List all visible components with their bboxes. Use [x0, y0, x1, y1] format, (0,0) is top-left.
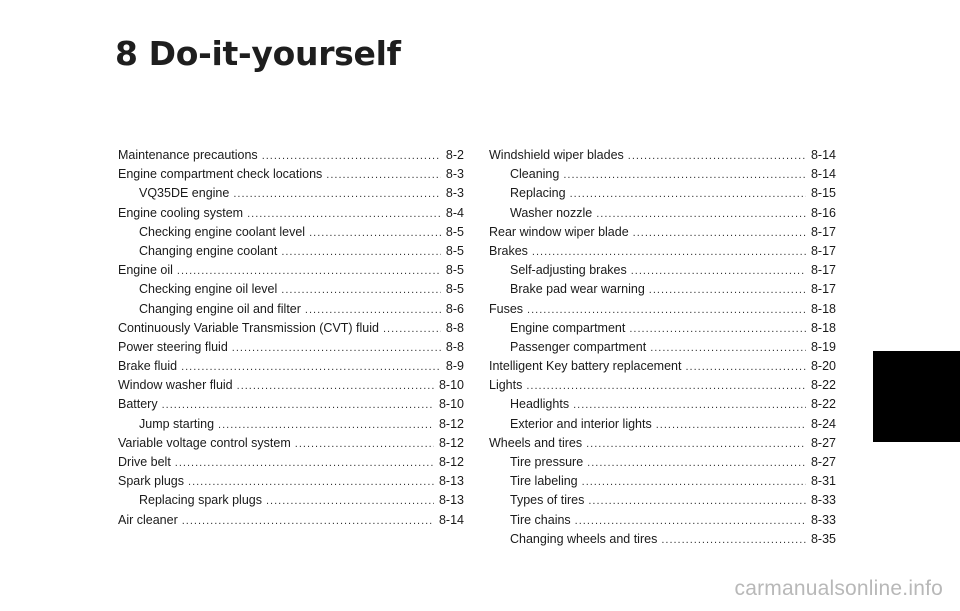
toc-entry[interactable]	[118, 165, 464, 184]
toc-entry-page: 8-16	[810, 205, 836, 220]
toc-entry[interactable]	[118, 472, 464, 491]
toc-entry-page: 8-5	[445, 243, 464, 258]
toc-entry-title: Maintenance precautions	[118, 148, 258, 162]
toc-entry-title: Wheels and tires	[489, 435, 583, 450]
chapter-title-text: Do-it-yourself	[148, 34, 401, 73]
toc-entry-page: 8-5	[445, 224, 464, 239]
toc-dot-leader	[218, 416, 434, 435]
toc-dot-leader	[181, 358, 441, 377]
toc-entry-title: Passenger compartment	[510, 339, 647, 354]
toc-entry-page: 8-8	[445, 320, 464, 335]
toc-entry-page: 8-27	[810, 435, 836, 450]
toc-entry[interactable]	[489, 165, 836, 184]
toc-entry[interactable]	[118, 223, 464, 242]
toc-dot-leader	[237, 377, 434, 396]
toc-dot-leader	[295, 435, 434, 454]
toc-entry[interactable]	[118, 261, 464, 280]
toc-entry-page: 8-8	[445, 339, 464, 354]
toc-entry-title: Jump starting	[139, 416, 215, 431]
toc-entry-title: Headlights	[510, 397, 570, 412]
toc-entry[interactable]	[489, 530, 836, 549]
toc-entry[interactable]	[489, 223, 836, 242]
toc-dot-leader	[582, 473, 806, 492]
toc-entry[interactable]	[489, 146, 836, 165]
toc-entry[interactable]	[118, 338, 464, 357]
toc-entry-page: 8-10	[438, 397, 464, 412]
toc-entry-title: Engine oil	[118, 263, 173, 278]
toc-entry-title: Changing engine oil and filter	[139, 301, 301, 316]
toc-entry[interactable]	[118, 357, 464, 376]
toc-entry-title: Engine compartment	[510, 320, 626, 335]
toc-entry-page: 8-12	[438, 455, 464, 469]
toc-entry-page: 8-22	[810, 397, 836, 412]
toc-entry[interactable]	[118, 300, 464, 319]
toc-dot-leader	[281, 281, 441, 300]
toc-dot-leader	[631, 262, 806, 281]
toc-entry-title: Air cleaner	[118, 512, 178, 527]
toc-dot-leader	[587, 454, 806, 473]
chapter-tab	[873, 351, 960, 442]
watermark: carmanualsonline.info	[734, 577, 943, 600]
toc-entry[interactable]	[118, 511, 464, 530]
toc-entry-title: Engine compartment check locations	[118, 167, 323, 182]
toc-entry-page: 8-14	[438, 512, 464, 527]
toc-entry[interactable]	[489, 453, 836, 472]
toc-entry-title: Windshield wiper blades	[489, 148, 624, 162]
toc-entry-title: Brake pad wear warning	[510, 282, 645, 297]
toc-entry-title: Cleaning	[510, 167, 560, 182]
toc-entry-title: Drive belt	[118, 455, 171, 469]
toc-entry[interactable]	[489, 434, 836, 453]
toc-entry[interactable]	[118, 376, 464, 395]
toc-dot-leader	[532, 243, 806, 262]
toc-entry[interactable]	[489, 261, 836, 280]
chapter-number: 8	[115, 34, 138, 73]
toc-entry-page: 8-3	[445, 167, 464, 182]
toc-entry-title: Changing engine coolant	[139, 243, 278, 258]
toc-dot-leader	[233, 185, 441, 204]
toc-entry-title: Exterior and interior lights	[510, 416, 652, 431]
toc-entry[interactable]	[489, 319, 836, 338]
toc-entry[interactable]	[489, 204, 836, 223]
toc-dot-leader	[247, 205, 441, 224]
toc-entry[interactable]	[489, 472, 836, 491]
toc-entry[interactable]	[118, 491, 464, 510]
toc-entry-page: 8-31	[810, 474, 836, 489]
toc-dot-leader	[305, 301, 441, 320]
toc-entry-page: 8-18	[810, 320, 836, 335]
toc-dot-leader	[586, 435, 806, 454]
toc-dot-leader	[685, 358, 806, 377]
toc-entry-page: 8-12	[438, 416, 464, 431]
toc-entry[interactable]	[118, 395, 464, 414]
toc-dot-leader	[232, 339, 441, 358]
toc-dot-leader	[575, 512, 806, 531]
toc-entry-title: Window washer fluid	[118, 378, 233, 393]
toc-entry-page: 8-3	[445, 186, 464, 201]
toc-entry-page: 8-10	[438, 378, 464, 393]
toc-dot-leader	[563, 166, 806, 185]
toc-entry[interactable]	[489, 184, 836, 203]
toc-entry-page: 8-17	[810, 263, 836, 278]
toc-entry-page: 8-4	[445, 205, 464, 220]
toc-dot-leader	[188, 473, 434, 492]
toc-dot-leader	[649, 281, 806, 300]
toc-entry-title: Lights	[489, 378, 523, 393]
toc-entry-page: 8-13	[438, 474, 464, 489]
toc-entry-page: 8-14	[810, 167, 836, 182]
toc-dot-leader	[262, 147, 441, 166]
toc-entry-title: Variable voltage control system	[118, 435, 291, 450]
toc-dot-leader	[661, 531, 806, 550]
toc-dot-leader	[573, 396, 806, 415]
toc-entry-title: Replacing	[510, 186, 566, 201]
toc-entry[interactable]	[118, 319, 464, 338]
toc-entry-page: 8-2	[445, 148, 464, 162]
toc-dot-leader	[383, 320, 441, 339]
toc-right-column	[489, 146, 836, 549]
toc-dot-leader	[175, 454, 434, 473]
toc-entry-title: Tire pressure	[510, 455, 584, 469]
toc-entry-page: 8-27	[810, 455, 836, 469]
toc-entry[interactable]	[118, 146, 464, 165]
toc-entry-page: 8-17	[810, 282, 836, 297]
toc-entry-page: 8-24	[810, 416, 836, 431]
toc-entry-page: 8-22	[810, 378, 836, 393]
toc-entry[interactable]	[118, 242, 464, 261]
toc-entry-page: 8-6	[445, 301, 464, 316]
toc-entry-title: Rear window wiper blade	[489, 224, 629, 239]
toc-entry-page: 8-20	[810, 359, 836, 374]
toc-entry-title: Washer nozzle	[510, 205, 593, 220]
toc-dot-leader	[526, 377, 806, 396]
toc-entry-title: Continuously Variable Transmission (CVT) fluid	[118, 320, 379, 335]
toc-dot-leader	[633, 224, 806, 243]
toc-entry-title: Checking engine oil level	[139, 282, 278, 297]
toc-entry[interactable]	[118, 204, 464, 223]
toc-dot-leader	[162, 396, 434, 415]
toc-entry-title: Spark plugs	[118, 474, 185, 489]
toc-entry[interactable]	[489, 357, 836, 376]
toc-entry[interactable]	[118, 184, 464, 203]
chapter-title	[115, 34, 401, 73]
toc-dot-leader	[527, 301, 806, 320]
toc-entry-page: 8-5	[445, 282, 464, 297]
toc-dot-leader	[650, 339, 806, 358]
toc-entry-page: 8-17	[810, 224, 836, 239]
toc-entry-page: 8-35	[810, 531, 836, 546]
toc-entry-page: 8-18	[810, 301, 836, 316]
toc-entry-page: 8-5	[445, 263, 464, 278]
toc-dot-leader	[629, 320, 806, 339]
toc-entry[interactable]	[489, 338, 836, 357]
toc-left-column	[118, 146, 464, 530]
toc-dot-leader	[656, 416, 806, 435]
toc-entry-title: Tire labeling	[510, 474, 578, 489]
toc-entry-page: 8-33	[810, 493, 836, 508]
toc-entry-title: Tire chains	[510, 512, 571, 527]
toc-entry-page: 8-13	[438, 493, 464, 508]
toc-entry[interactable]	[489, 491, 836, 510]
toc-dot-leader	[628, 147, 806, 166]
toc-entry-page: 8-17	[810, 243, 836, 258]
toc-dot-leader	[182, 512, 434, 531]
toc-entry[interactable]	[489, 242, 836, 261]
toc-entry-page: 8-33	[810, 512, 836, 527]
toc-entry-title: Intelligent Key battery replacement	[489, 359, 682, 374]
toc-dot-leader	[266, 492, 434, 511]
toc-entry-title: Brake fluid	[118, 359, 178, 374]
toc-entry[interactable]	[489, 415, 836, 434]
toc-dot-leader	[596, 205, 806, 224]
toc-entry-title: Changing wheels and tires	[510, 531, 658, 546]
toc-dot-leader	[177, 262, 441, 281]
toc-dot-leader	[570, 185, 806, 204]
toc-dot-leader	[281, 243, 441, 262]
toc-entry-page: 8-9	[445, 359, 464, 374]
toc-entry[interactable]	[489, 395, 836, 414]
toc-entry-page: 8-15	[810, 186, 836, 201]
toc-dot-leader	[326, 166, 441, 185]
toc-entry[interactable]	[118, 415, 464, 434]
toc-entry-title: Checking engine coolant level	[139, 224, 306, 239]
toc-entry-title: Power steering fluid	[118, 339, 228, 354]
toc-entry[interactable]	[489, 511, 836, 530]
toc-entry-title: Self-adjusting brakes	[510, 263, 627, 278]
toc-dot-leader	[309, 224, 441, 243]
toc-entry[interactable]	[118, 434, 464, 453]
toc-entry-page: 8-14	[810, 148, 836, 162]
toc-dot-leader	[588, 492, 806, 511]
toc-entry-title: Engine cooling system	[118, 205, 244, 220]
toc-entry-title: Replacing spark plugs	[139, 493, 262, 508]
toc-entry-title: Battery	[118, 397, 158, 412]
toc-entry[interactable]	[489, 376, 836, 395]
toc-entry-title: Brakes	[489, 243, 528, 258]
toc-entry[interactable]	[118, 280, 464, 299]
toc-entry[interactable]	[489, 280, 836, 299]
toc-entry[interactable]	[118, 453, 464, 472]
toc-entry-page: 8-19	[810, 339, 836, 354]
toc-entry-title: Fuses	[489, 301, 524, 316]
toc-entry[interactable]	[489, 300, 836, 319]
toc-entry-title: VQ35DE engine	[139, 186, 230, 201]
toc-entry-title: Types of tires	[510, 493, 585, 508]
toc-entry-page: 8-12	[438, 435, 464, 450]
